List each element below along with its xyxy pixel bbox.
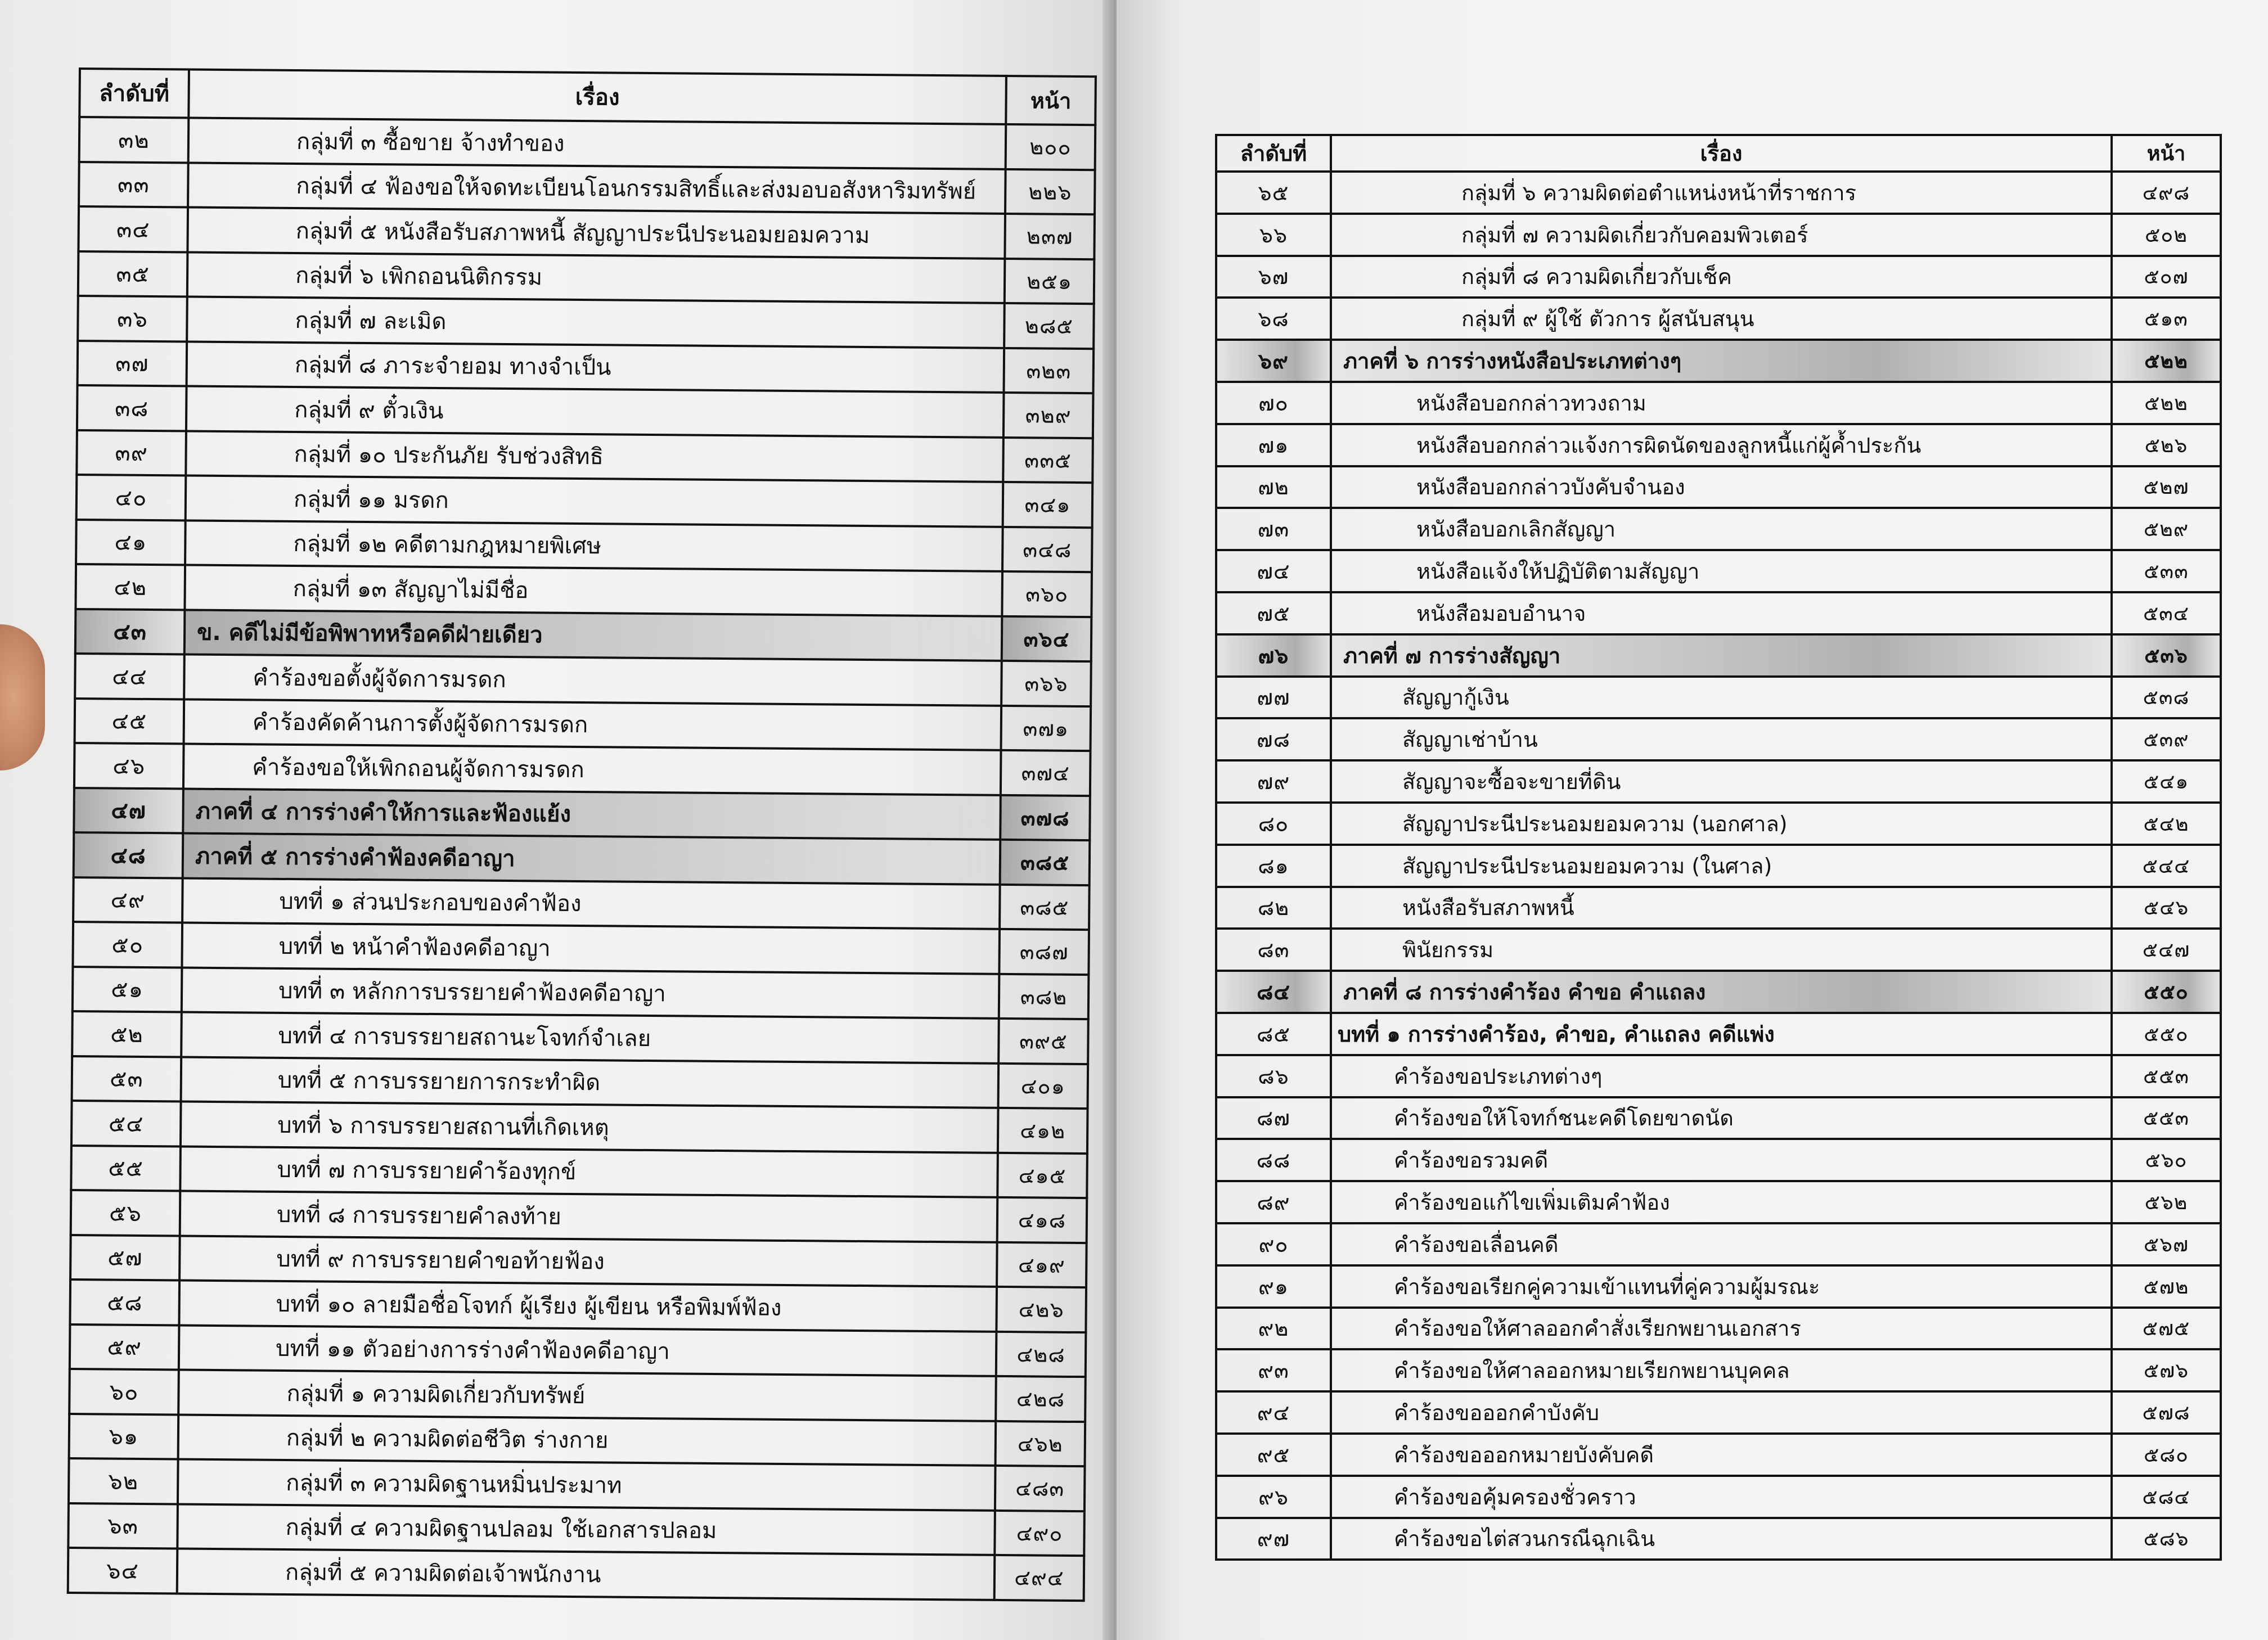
- row-number: ๖๘: [1216, 298, 1331, 340]
- table-row: [72, 1056, 1088, 1109]
- row-page: ๕๔๒: [2112, 803, 2221, 845]
- row-page: ๓๔๘: [1002, 526, 1092, 572]
- row-number: ๘๑: [1216, 845, 1331, 887]
- row-page: ๔๙๘: [2112, 172, 2221, 214]
- table-row: [1216, 340, 2221, 382]
- row-title: หนังสือรับสภาพหนี้: [1331, 887, 2112, 929]
- row-page: ๓๗๔: [1001, 750, 1091, 796]
- row-title: คำร้องคัดค้านการตั้งผู้จัดการมรดก: [184, 699, 1002, 750]
- row-title: คำร้องขอไต่สวนกรณีฉุกเฉิน: [1331, 1518, 2112, 1560]
- row-title: กลุ่มที่ ๓ ความผิดฐานหมิ่นประมาท: [178, 1459, 996, 1510]
- row-title: กลุ่มที่ ๒ ความผิดต่อชีวิต ร่างกาย: [178, 1414, 996, 1466]
- row-title: หนังสือมอบอำนาจ: [1331, 592, 2112, 634]
- row-page: ๓๒๙: [1004, 393, 1094, 438]
- table-row: [1216, 1055, 2221, 1097]
- row-number: ๖๐: [69, 1369, 179, 1414]
- row-number: ๙๕: [1216, 1434, 1331, 1476]
- table-row: [76, 519, 1092, 572]
- row-number: ๗๙: [1216, 760, 1331, 803]
- header-page: หน้า: [1006, 76, 1096, 125]
- table-row: [76, 475, 1093, 528]
- table-row: [69, 1369, 1086, 1422]
- row-number: ๖๔: [68, 1548, 178, 1593]
- row-number: ๙๓: [1216, 1349, 1331, 1391]
- row-title: หนังสือบอกกล่าวทวงถาม: [1331, 382, 2112, 424]
- row-number: ๘๙: [1216, 1181, 1331, 1223]
- table-row: [78, 296, 1094, 349]
- row-number: ๗๒: [1216, 466, 1331, 508]
- table-row: [1216, 1265, 2221, 1308]
- row-page: ๔๑๘: [997, 1197, 1087, 1243]
- row-number: ๗๓: [1216, 508, 1331, 550]
- table-row: [77, 385, 1094, 438]
- row-number: ๖๖: [1216, 214, 1331, 256]
- table-row: [75, 698, 1091, 751]
- thumb: [0, 624, 45, 771]
- row-page: ๕๓๙: [2112, 718, 2221, 760]
- table-header-row: [1216, 135, 2221, 172]
- table-row: [73, 877, 1090, 930]
- table-row: [75, 654, 1091, 706]
- row-page: ๕๐๗: [2112, 256, 2221, 298]
- row-page: ๕๒๒: [2112, 382, 2221, 424]
- row-title: กลุ่มที่ ๙ ตั๋วเงิน: [186, 386, 1004, 438]
- row-page: ๓๘๕: [1000, 840, 1090, 885]
- row-page: ๕๓๓: [2112, 550, 2221, 592]
- row-title: บทที่ ๙ การบรรยายคำขอท้ายฟ้อง: [179, 1236, 997, 1287]
- table-row: [71, 1145, 1087, 1198]
- table-row: [70, 1279, 1086, 1332]
- row-page: ๓๗๑: [1001, 705, 1091, 751]
- row-title: สัญญาเช่าบ้าน: [1331, 718, 2112, 760]
- row-number: ๗๗: [1216, 677, 1331, 719]
- row-page: ๓๖๔: [1002, 616, 1092, 661]
- row-number: ๓๖: [78, 296, 187, 341]
- row-page: ๕๒๖: [2112, 424, 2221, 466]
- row-title: กลุ่มที่ ๖ เพิกถอนนิติกรรม: [187, 252, 1005, 303]
- row-title: กลุ่มที่ ๓ ซื้อขาย จ้างทำของ: [188, 118, 1006, 169]
- row-number: ๔๔: [75, 654, 184, 699]
- row-page: ๕๕๓: [2112, 1055, 2221, 1097]
- table-row: [1216, 1308, 2221, 1350]
- row-page: ๔๑๕: [997, 1152, 1087, 1198]
- table-row: [1216, 1434, 2221, 1476]
- row-page: ๒๐๐: [1006, 124, 1096, 170]
- row-title: บทที่ ๓ หลักการบรรยายคำฟ้องคดีอาญา: [182, 967, 1000, 1019]
- row-number: ๔๕: [75, 698, 184, 744]
- row-page: ๕๐๒: [2112, 214, 2221, 256]
- table-row: [78, 206, 1095, 259]
- row-page: ๓๘๕: [1000, 884, 1090, 930]
- row-number: ๖๗: [1216, 256, 1331, 298]
- row-title: บทที่ ๘ การบรรยายคำลงท้าย: [180, 1191, 998, 1242]
- table-row: [1216, 424, 2221, 466]
- row-page: ๕๗๖: [2112, 1349, 2221, 1391]
- row-title: บทที่ ๕ การบรรยายการกระทำผิด: [181, 1057, 999, 1108]
- table-header-row: [79, 69, 1096, 125]
- row-page: ๕๔๑: [2112, 760, 2221, 803]
- row-page: ๕๓๔: [2112, 592, 2221, 634]
- table-row: [69, 1413, 1086, 1466]
- row-number: ๖๕: [1216, 172, 1331, 214]
- row-number: ๘๒: [1216, 887, 1331, 929]
- table-row: [1216, 550, 2221, 592]
- row-title: กลุ่มที่ ๘ ความผิดเกี่ยวกับเช็ค: [1331, 256, 2112, 298]
- table-row: [74, 743, 1091, 796]
- row-number: ๕๗: [70, 1234, 180, 1280]
- row-title: กลุ่มที่ ๕ หนังสือรับสภาพหนี้ สัญญาประนีประนอมยอมความ: [187, 208, 1005, 259]
- row-title: กลุ่มที่ ๖ ความผิดต่อตำแหน่งหน้าที่ราชการ: [1331, 172, 2112, 214]
- row-number: ๓๒: [79, 117, 189, 163]
- row-title: บทที่ ๑๐ ลายมือชื่อโจทก์ ผู้เรียง ผู้เขียน หรือพิมพ์ฟ้อง: [179, 1280, 997, 1331]
- row-number: ๕๘: [70, 1279, 179, 1325]
- row-page: ๓๗๘: [1000, 795, 1090, 840]
- row-number: ๙๐: [1216, 1223, 1331, 1265]
- row-page: ๕๘๔: [2112, 1476, 2221, 1518]
- row-page: ๓๓๕: [1003, 437, 1093, 483]
- table-row: [1216, 1139, 2221, 1181]
- row-number: ๔๒: [75, 564, 185, 610]
- row-number: ๘๘: [1216, 1139, 1331, 1181]
- row-page: ๓๘๒: [999, 974, 1089, 1019]
- row-page: ๔๐๑: [998, 1063, 1088, 1109]
- row-number: ๓๗: [78, 341, 187, 386]
- row-page: ๓๔๑: [1003, 482, 1093, 528]
- row-title: คำร้องขอรวมคดี: [1331, 1139, 2112, 1181]
- table-row: [1216, 845, 2221, 887]
- row-number: ๖๓: [68, 1503, 178, 1548]
- row-page: ๕๕๓: [2112, 1097, 2221, 1139]
- row-page: ๒๕๑: [1005, 258, 1095, 304]
- row-number: ๕๓: [72, 1056, 182, 1101]
- row-number: ๙๗: [1216, 1518, 1331, 1560]
- row-number: ๘๔: [1216, 971, 1331, 1013]
- table-row: [1216, 887, 2221, 929]
- table-row: [1216, 634, 2221, 677]
- row-number: ๔๙: [73, 877, 183, 922]
- left-page: [0, 0, 1114, 1640]
- row-title: สัญญากู้เงิน: [1331, 677, 2112, 719]
- row-page: ๕๒๒: [2112, 340, 2221, 382]
- row-number: ๙๒: [1216, 1308, 1331, 1350]
- row-title: หนังสือบอกเลิกสัญญา: [1331, 508, 2112, 550]
- row-number: ๕๙: [70, 1324, 179, 1369]
- header-title: เรื่อง: [188, 70, 1006, 124]
- row-page: ๔๑๒: [998, 1108, 1088, 1154]
- row-title: หนังสือบอกกล่าวแจ้งการผิดนัดของลูกหนี้แก่ผู้ค้ำประกัน: [1331, 424, 2112, 466]
- row-title: บทที่ ๒ หน้าคำฟ้องคดีอาญา: [182, 922, 1000, 974]
- header-page: หน้า: [2112, 135, 2221, 172]
- table-row: [72, 1011, 1088, 1064]
- row-page: ๒๒๖: [1005, 169, 1095, 214]
- row-number: ๔๖: [74, 743, 184, 789]
- row-title: กลุ่มที่ ๑๒ คดีตามกฎหมายพิเศษ: [185, 520, 1003, 571]
- table-row: [1216, 1013, 2221, 1055]
- row-page: ๔๒๖: [996, 1287, 1086, 1332]
- row-title: กลุ่มที่ ๔ ฟ้องขอให้จดทะเบียนโอนกรรมสิทธิ์และส่งมอบอสังหาริมทรัพย์: [188, 163, 1006, 214]
- table-row: [79, 162, 1095, 215]
- table-row: [74, 787, 1090, 840]
- row-title: กลุ่มที่ ๑๐ ประกันภัย รับช่วงสิทธิ: [186, 431, 1004, 482]
- row-page: ๒๓๗: [1005, 214, 1095, 259]
- row-title: คำร้องขอประเภทต่างๆ: [1331, 1055, 2112, 1097]
- row-title: กลุ่มที่ ๑๓ สัญญาไม่มีชื่อ: [184, 565, 1002, 616]
- row-number: ๗๘: [1216, 718, 1331, 760]
- row-page: ๕๓๖: [2112, 634, 2221, 677]
- row-number: ๘๐: [1216, 803, 1331, 845]
- row-title: คำร้องขอเลื่อนคดี: [1331, 1223, 2112, 1265]
- row-page: ๕๘๖: [2112, 1518, 2221, 1560]
- table-row: [1216, 592, 2221, 634]
- row-number: ๙๖: [1216, 1476, 1331, 1518]
- table-row: [79, 117, 1096, 170]
- table-row: [1216, 1518, 2221, 1560]
- row-page: ๓๖๐: [1002, 571, 1092, 617]
- row-number: ๔๑: [76, 519, 186, 565]
- row-title: บทที่ ๖ การบรรยายสถานที่เกิดเหตุ: [181, 1101, 998, 1152]
- row-title: กลุ่มที่ ๘ ภาระจำยอม ทางจำเป็น: [187, 341, 1005, 393]
- table-row: [69, 1458, 1085, 1511]
- row-title: ภาคที่ ๖ การร่างหนังสือประเภทต่างๆ: [1331, 340, 2112, 382]
- row-page: ๔๖๒: [996, 1421, 1086, 1466]
- row-number: ๖๑: [69, 1413, 179, 1459]
- row-page: ๕๓๘: [2112, 677, 2221, 719]
- row-number: ๔๓: [75, 609, 185, 654]
- table-row: [70, 1324, 1086, 1377]
- row-page: ๔๒๘: [996, 1376, 1086, 1422]
- row-number: ๓๓: [79, 162, 188, 208]
- table-row: [1216, 803, 2221, 845]
- row-title: กลุ่มที่ ๗ ความผิดเกี่ยวกับคอมพิวเตอร์: [1331, 214, 2112, 256]
- row-number: ๘๕: [1216, 1013, 1331, 1055]
- row-number: ๔๐: [76, 475, 186, 520]
- row-number: ๖๒: [69, 1458, 178, 1504]
- row-title: กลุ่มที่ ๔ ความผิดฐานปลอม ใช้เอกสารปลอม: [177, 1504, 995, 1555]
- row-number: ๕๕: [71, 1145, 181, 1191]
- table-row: [75, 609, 1092, 661]
- row-number: ๕๔: [71, 1101, 181, 1146]
- row-number: ๘๗: [1216, 1097, 1331, 1139]
- row-title: บทที่ ๑๑ ตัวอย่างการร่างคำฟ้องคดีอาญา: [179, 1325, 997, 1376]
- row-title: ภาคที่ ๔ การร่างคำให้การและฟ้องแย้ง: [183, 789, 1001, 840]
- row-page: ๓๒๓: [1004, 348, 1094, 393]
- row-number: ๗๔: [1216, 550, 1331, 592]
- row-page: ๕๔๖: [2112, 887, 2221, 929]
- row-title: พินัยกรรม: [1331, 929, 2112, 971]
- row-number: ๔๘: [74, 832, 183, 878]
- row-title: คำร้องขอให้โจทก์ชนะคดีโดยขาดนัด: [1331, 1097, 2112, 1139]
- table-row: [1216, 929, 2221, 971]
- row-page: ๕๒๙: [2112, 508, 2221, 550]
- table-row: [1216, 508, 2221, 550]
- row-page: ๕๖๒: [2112, 1181, 2221, 1223]
- row-number: ๗๐: [1216, 382, 1331, 424]
- table-row: [74, 832, 1090, 885]
- row-title: หนังสือแจ้งให้ปฏิบัติตามสัญญา: [1331, 550, 2112, 592]
- table-row: [1216, 1223, 2221, 1265]
- row-number: ๕๑: [73, 966, 182, 1012]
- row-number: ๘๓: [1216, 929, 1331, 971]
- row-page: ๕๔๔: [2112, 845, 2221, 887]
- row-number: ๙๔: [1216, 1391, 1331, 1434]
- row-page: ๒๘๕: [1004, 303, 1094, 349]
- table-row: [1216, 466, 2221, 508]
- row-number: ๗๕: [1216, 592, 1331, 634]
- row-page: ๕๕๐: [2112, 1013, 2221, 1055]
- row-page: ๔๘๓: [995, 1466, 1085, 1511]
- row-number: ๖๙: [1216, 340, 1331, 382]
- row-page: ๕๖๐: [2112, 1139, 2221, 1181]
- table-row: [1216, 382, 2221, 424]
- row-title: บทที่ ๑ ส่วนประกอบของคำฟ้อง: [182, 878, 1000, 929]
- row-number: ๗๑: [1216, 424, 1331, 466]
- table-row: [70, 1234, 1087, 1287]
- row-title: คำร้องขอคุ้มครองชั่วคราว: [1331, 1476, 2112, 1518]
- table-row: [1216, 214, 2221, 256]
- row-title: คำร้องขอเรียกคู่ความเข้าแทนที่คู่ความผู้มรณะ: [1331, 1265, 2112, 1308]
- row-number: ๕๖: [71, 1190, 181, 1236]
- row-number: ๓๕: [78, 251, 188, 297]
- row-number: ๓๔: [78, 206, 188, 252]
- row-title: บทที่ ๗ การบรรยายคำร้องทุกข์: [180, 1146, 998, 1197]
- row-page: ๓๖๖: [1001, 661, 1091, 706]
- table-row: [78, 251, 1095, 304]
- row-number: ๓๘: [77, 385, 187, 431]
- row-title: กลุ่มที่ ๑ ความผิดเกี่ยวกับทรัพย์: [178, 1369, 996, 1421]
- row-page: ๓๙๕: [998, 1019, 1088, 1064]
- row-page: ๕๗๘: [2112, 1391, 2221, 1434]
- table-row: [71, 1190, 1087, 1243]
- table-row: [1216, 718, 2221, 760]
- row-title: สัญญาประนีประนอมยอมความ (นอกศาล): [1331, 803, 2112, 845]
- row-page: ๕๔๗: [2112, 929, 2221, 971]
- row-title: คำร้องขอออกหมายบังคับคดี: [1331, 1434, 2112, 1476]
- row-title: คำร้องขอให้ศาลออกคำสั่งเรียกพยานเอกสาร: [1331, 1308, 2112, 1350]
- row-title: คำร้องขอตั้งผู้จัดการมรดก: [184, 655, 1002, 706]
- row-title: กลุ่มที่ ๕ ความผิดต่อเจ้าพนักงาน: [177, 1548, 995, 1600]
- row-number: ๙๑: [1216, 1265, 1331, 1308]
- row-title: กลุ่มที่ ๙ ผู้ใช้ ตัวการ ผู้สนับสนุน: [1331, 298, 2112, 340]
- row-page: ๕๕๐: [2112, 971, 2221, 1013]
- row-page: ๕๗๒: [2112, 1265, 2221, 1308]
- table-row: [1216, 1349, 2221, 1391]
- row-title: คำร้องขอแก้ไขเพิ่มเติมคำฟ้อง: [1331, 1181, 2112, 1223]
- row-title: หนังสือบอกกล่าวบังคับจำนอง: [1331, 466, 2112, 508]
- table-row: [1216, 1476, 2221, 1518]
- header-no: ลำดับที่: [1216, 135, 1331, 172]
- table-row: [73, 922, 1089, 975]
- row-title: คำร้องขอให้เพิกถอนผู้จัดการมรดก: [183, 744, 1001, 795]
- row-title: ภาคที่ ๕ การร่างคำฟ้องคดีอาญา: [183, 833, 1001, 884]
- row-page: ๔๒๘: [996, 1331, 1086, 1377]
- row-title: บทที่ ๔ การบรรยายสถานะโจทก์จำเลย: [181, 1012, 999, 1063]
- table-row: [1216, 760, 2221, 803]
- table-row: [1216, 677, 2221, 719]
- row-title: สัญญาจะซื้อจะขายที่ดิน: [1331, 760, 2112, 803]
- row-page: ๕๗๕: [2112, 1308, 2221, 1350]
- row-page: ๕๒๗: [2112, 466, 2221, 508]
- row-page: ๓๘๗: [999, 929, 1089, 975]
- table-row: [1216, 1391, 2221, 1434]
- row-page: ๕๑๓: [2112, 298, 2221, 340]
- row-number: ๓๙: [76, 430, 186, 475]
- row-page: ๕๖๗: [2112, 1223, 2221, 1265]
- table-row: [73, 966, 1089, 1019]
- row-number: ๗๖: [1216, 634, 1331, 677]
- row-title: ภาคที่ ๗ การร่างสัญญา: [1331, 634, 2112, 677]
- table-row: [1216, 1097, 2221, 1139]
- table-row: [76, 430, 1093, 483]
- table-row: [68, 1548, 1084, 1601]
- row-title: กลุ่มที่ ๑๑ มรดก: [186, 476, 1004, 527]
- row-page: ๔๑๙: [997, 1242, 1087, 1287]
- table-row: [1216, 172, 2221, 214]
- table-row: [1216, 298, 2221, 340]
- row-number: ๕๐: [73, 922, 182, 967]
- row-title: กลุ่มที่ ๗ ละเมิด: [187, 297, 1005, 348]
- header-title: เรื่อง: [1331, 135, 2112, 172]
- table-row: [78, 341, 1094, 394]
- row-title: บทที่ ๑ การร่างคำร้อง, คำขอ, คำแถลง คดีแพ่ง: [1331, 1013, 2112, 1055]
- table-row: [1216, 971, 2221, 1013]
- row-title: ข. คดีไม่มีข้อพิพาทหรือคดีฝ่ายเดียว: [184, 610, 1002, 661]
- toc-table-right: [1215, 134, 2222, 1561]
- row-number: ๕๒: [72, 1011, 182, 1057]
- row-page: ๔๙๔: [994, 1555, 1084, 1601]
- table-row: [68, 1503, 1084, 1556]
- toc-table-left: [67, 67, 1097, 1602]
- table-row: [71, 1101, 1088, 1154]
- row-page: ๕๘๐: [2112, 1434, 2221, 1476]
- row-title: ภาคที่ ๘ การร่างคำร้อง คำขอ คำแถลง: [1331, 971, 2112, 1013]
- row-number: ๔๗: [74, 787, 183, 833]
- row-title: คำร้องขอให้ศาลออกหมายเรียกพยานบุคคล: [1331, 1349, 2112, 1391]
- table-row: [75, 564, 1092, 617]
- row-page: ๔๙๐: [994, 1510, 1084, 1556]
- table-row: [1216, 256, 2221, 298]
- header-no: ลำดับที่: [79, 69, 189, 118]
- row-title: คำร้องขอออกคำบังคับ: [1331, 1391, 2112, 1434]
- row-number: ๘๖: [1216, 1055, 1331, 1097]
- table-row: [1216, 1181, 2221, 1223]
- row-title: สัญญาประนีประนอมยอมความ (ในศาล): [1331, 845, 2112, 887]
